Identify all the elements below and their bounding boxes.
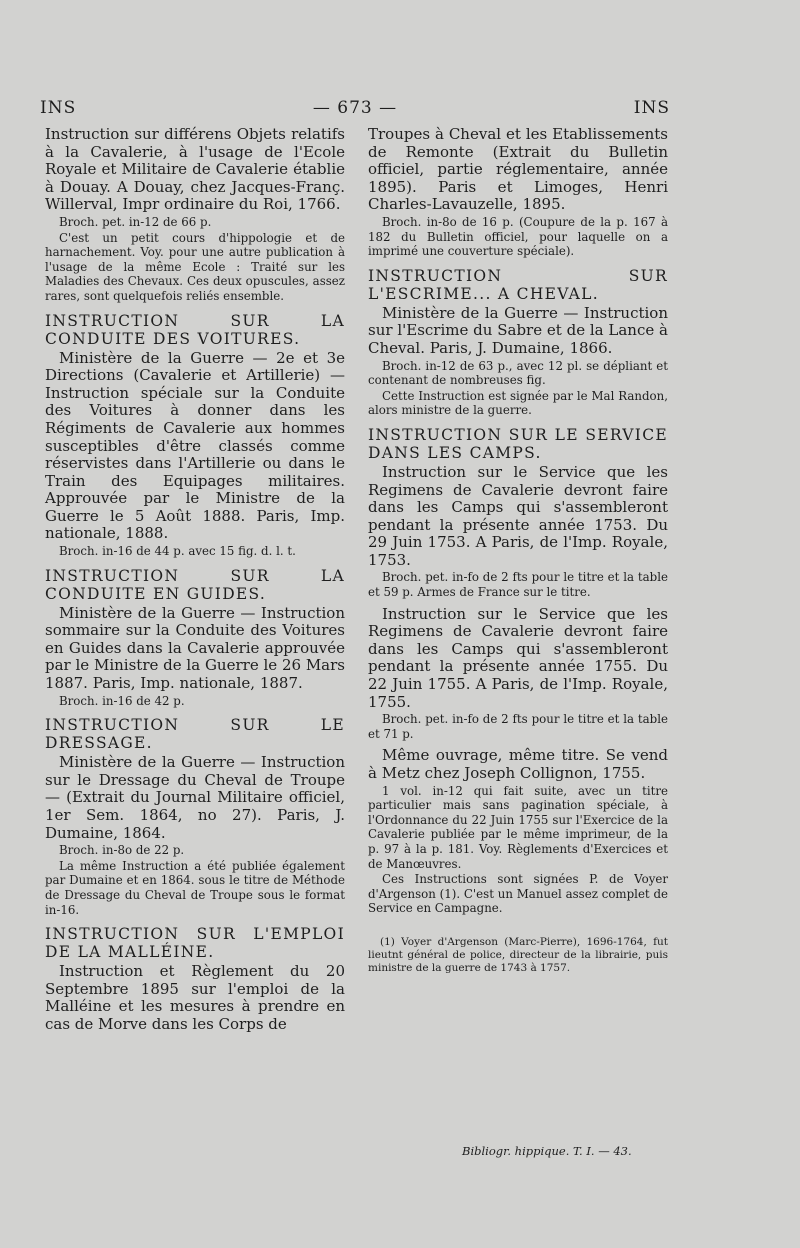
entry-heading: INSTRUCTION SUR LA CONDUITE EN GUIDES. bbox=[45, 566, 345, 603]
running-head-left: INS bbox=[40, 98, 77, 118]
entry-body: Instruction sur différens Objets relatifs à la Cavalerie, à l'usage de l'Ecole Royale et Militaire de Cavalerie établie à Douay. A Douay, chez Jacques-Franç. Willerval, Impr ordinaire du Roi, 1766. bbox=[45, 125, 345, 214]
entry-note: Broch. in-16 de 44 p. avec 15 fig. d. l. t. bbox=[59, 544, 296, 559]
entry-body: Ministère de la Guerre — Instruction sur le Dressage du Cheval de Troupe — (Extrait du Journal Militaire officiel, 1er Sem. 1864, no 27). Paris, J. Dumaine, 1864. bbox=[45, 753, 345, 842]
entry-note: Broch. pet. in-fo de 2 fts pour le titre et la table et 71 p. bbox=[368, 712, 668, 741]
footnote: (1) Voyer d'Argenson (Marc-Pierre), 1696-1764, fut lieutnt général de police, directeur de la librairie, puis ministre de la guerre de 1743 à 1757. bbox=[368, 935, 668, 974]
running-head-right: INS bbox=[633, 98, 670, 118]
entry-note: Ces Instructions sont signées P. de Voyer d'Argenson (1). C'est un Manuel assez complet de Service en Campagne. bbox=[368, 872, 668, 916]
entry-body: Instruction sur le Service que les Regimens de Cavalerie devront faire dans les Camps qui s'assembleront pendant la présente année 1753. Du 29 Juin 1753. A Paris, de l'Imp. Royale, 1753. bbox=[368, 462, 668, 569]
entry-body: Instruction sur le Service que les Regimens de Cavalerie devront faire dans les Camps qui s'assembleront pendant la présente année 1755. Du 22 Juin 1755. A Paris, de l'Imp. Royale, 1755. bbox=[368, 604, 668, 711]
left-column bbox=[45, 126, 345, 1034]
entry-note: Broch. in-8o de 22 p. bbox=[59, 843, 185, 858]
signature-line: Bibliogr. hippique. T. I. — 43. bbox=[462, 1144, 632, 1158]
entry-body: Ministère de la Guerre — Instruction sur l'Escrime du Sabre et de la Lance à Cheval. Paris, J. Dumaine, 1866. bbox=[368, 303, 668, 357]
entry-body: Instruction et Règlement du 20 Septembre 1895 sur l'emploi de la Malléine et les mesures à prendre en cas de Morve dans les Corps de bbox=[45, 962, 345, 1033]
entry-note: Broch. in-12 de 63 p., avec 12 pl. se dépliant et contenant de nombreuses fig. bbox=[368, 358, 668, 388]
entry-heading: INSTRUCTION SUR L'ESCRIME... A CHEVAL. bbox=[368, 266, 668, 303]
entry-body: Même ouvrage, même titre. Se vend à Metz chez Joseph Collignon, 1755. bbox=[368, 746, 668, 782]
entry-note: Cette Instruction est signée par le Mal Randon, alors ministre de la guerre. bbox=[368, 388, 668, 418]
entry-note: C'est un petit cours d'hippologie et de harnachement. Voy. pour une autre publication à l'usage de la même Ecole : Traité sur les Maladies des Chevaux. Ces deux opuscules, assez rares, sont quelquefois reliés ensemble. bbox=[45, 230, 345, 303]
entry-heading: INSTRUCTION SUR L'EMPLOI DE LA MALLÉINE. bbox=[45, 925, 345, 962]
running-head bbox=[40, 98, 670, 118]
page-number: — 673 — bbox=[312, 98, 398, 118]
entry-heading: INSTRUCTION SUR LE DRESSAGE. bbox=[45, 716, 345, 753]
entry-heading: INSTRUCTION SUR LE SERVICE DANS LES CAMPS. bbox=[368, 425, 668, 462]
entry-note: Broch. in-16 de 42 p. bbox=[59, 693, 185, 708]
entry-note: Broch. pet. in-12 de 66 p. bbox=[59, 214, 212, 229]
entry-body: Ministère de la Guerre — 2e et 3e Directions (Cavalerie et Artillerie) — Instruction spéciale sur la Conduite des Voitures à donner dans les Régiments de Cavalerie aux hommes susceptibles d'être classés comme réservistes dans l'Artillerie ou dans le Train des Equipages militaires. Approuvée par le Ministre de la Guerre le 5 Août 1888. Paris, Imp. nationale, 1888. bbox=[45, 348, 345, 543]
entry-note: Broch. in-8o de 16 p. (Coupure de la p. 167 à 182 du Bulletin officiel, pour laquelle on a imprimé une couverture spéciale). bbox=[368, 214, 668, 259]
entry-note: 1 vol. in-12 qui fait suite, avec un titre particulier mais sans pagination spéciale, à l'Ordonnance du 22 Juin 1755 sur l'Exercice de la Cavalerie publiée par le même imprimeur, de la p. 97 à la p. 181. Voy. Règlements d'Exercices et de Manœuvres. bbox=[368, 783, 668, 871]
entry-body: Ministère de la Guerre — Instruction sommaire sur la Conduite des Voitures en Guides dans la Cavalerie approuvée par le Ministre de la Guerre le 26 Mars 1887. Paris, Imp. nationale, 1887. bbox=[45, 603, 345, 693]
right-column bbox=[368, 126, 668, 975]
entry-note: La même Instruction a été publiée également par Dumaine et en 1864. sous le titre de Méthode de Dressage du Cheval de Troupe sous le format in-16. bbox=[45, 858, 345, 917]
entry-note: Broch. pet. in-fo de 2 fts pour le titre et la table et 59 p. Armes de France sur le titre. bbox=[368, 570, 668, 600]
entry-heading: INSTRUCTION SUR LA CONDUITE DES VOITURES. bbox=[45, 311, 345, 348]
entry-body: Troupes à Cheval et les Etablissements de Remonte (Extrait du Bulletin officiel, partie réglementaire, année 1895). Paris et Limoges, Henri Charles-Lavauzelle, 1895. bbox=[368, 125, 668, 214]
